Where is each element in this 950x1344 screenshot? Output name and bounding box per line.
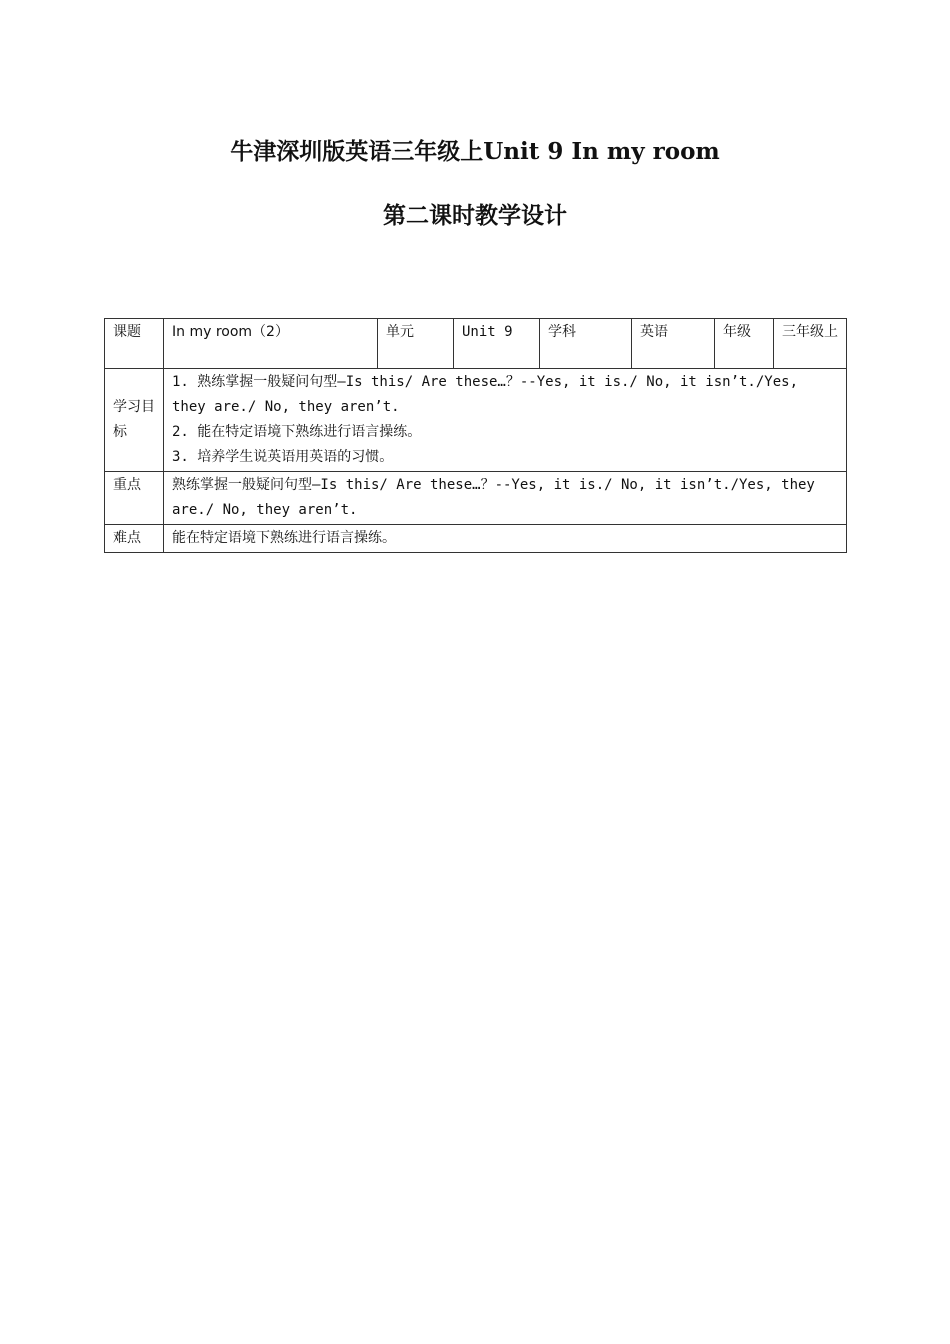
document-subtitle: 第二课时教学设计 <box>383 202 567 229</box>
key-points-value: 熟练掌握一般疑问句型—Is this/ Are these…？--Yes, it is./ No, it isn’t./Yes, they are./ No, they aren’t. <box>164 472 847 525</box>
objectives-label: 学习目标 <box>105 369 164 472</box>
topic-value: In my room（2） <box>164 319 378 369</box>
subject-label: 学科 <box>540 319 632 369</box>
table-row-key-points <box>105 472 847 525</box>
objective-item-1: 1. 熟练掌握一般疑问句型—Is this/ Are these…？--Yes, it is./ No, it isn’t./Yes, they are./ No, they aren’t. <box>172 374 799 415</box>
table-row-header <box>105 319 847 369</box>
key-points-label: 重点 <box>105 472 164 525</box>
objectives-content <box>164 369 847 472</box>
grade-value: 三年级上 <box>774 319 847 369</box>
unit-value: Unit 9 <box>454 319 540 369</box>
objective-item-3: 3. 培养学生说英语用英语的习惯。 <box>172 449 394 465</box>
table-row-objectives <box>105 369 847 472</box>
lesson-plan-table <box>104 318 847 553</box>
difficulties-value: 能在特定语境下熟练进行语言操练。 <box>164 525 847 553</box>
unit-label: 单元 <box>378 319 454 369</box>
table-row-difficulties <box>105 525 847 553</box>
topic-label: 课题 <box>105 319 164 369</box>
document-title: 牛津深圳版英语三年级上Unit 9 In my room <box>230 138 720 165</box>
grade-label: 年级 <box>715 319 774 369</box>
difficulties-label: 难点 <box>105 525 164 553</box>
objective-item-2: 2. 能在特定语境下熟练进行语言操练。 <box>172 424 422 440</box>
subject-value: 英语 <box>632 319 715 369</box>
